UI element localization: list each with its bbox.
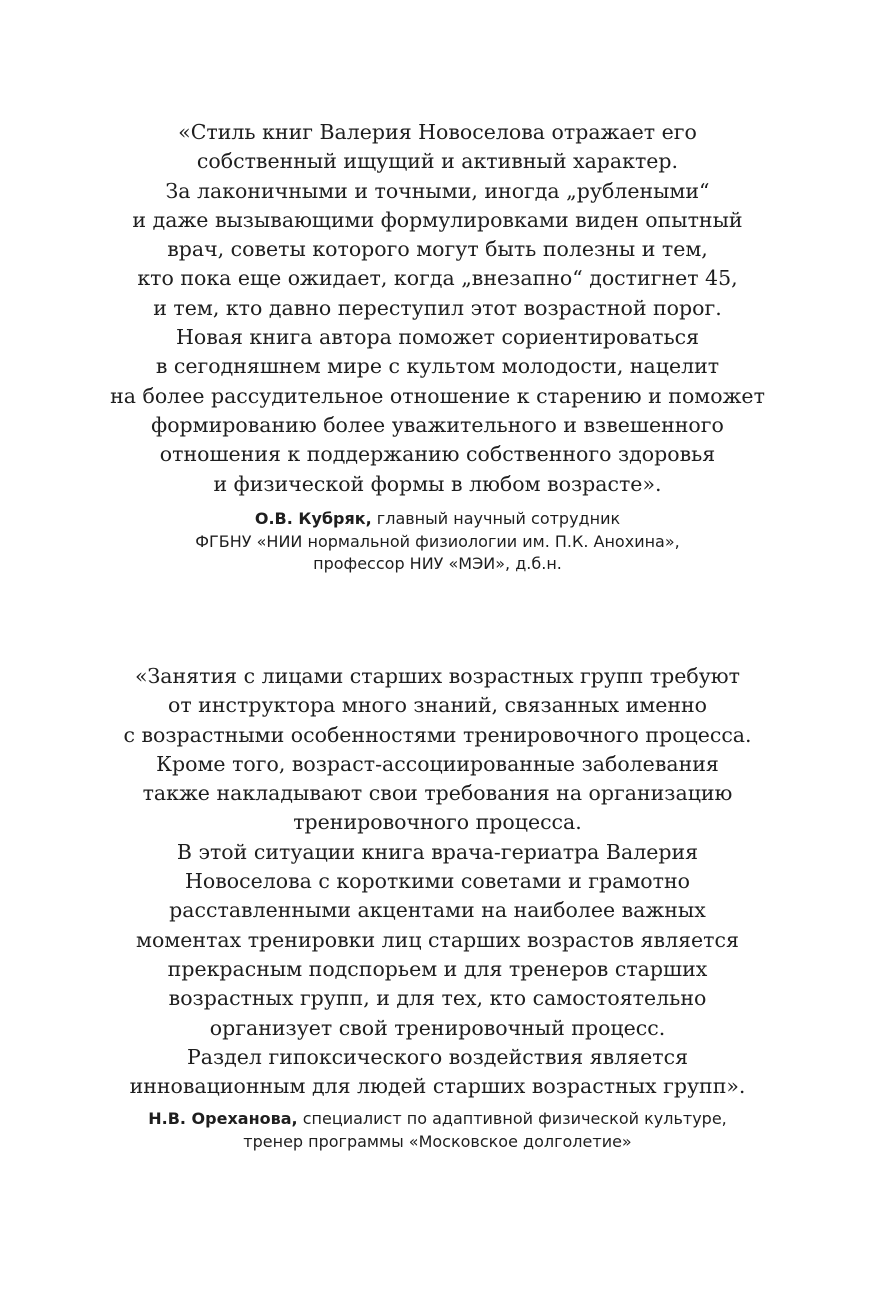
quote-line: формированию более уважительного и взвешенного (151, 412, 724, 437)
quote-line: и даже вызывающими формулировками виден опытный (132, 207, 743, 232)
attribution-line: профессор НИУ «МЭИ», д.б.н. (313, 554, 562, 573)
quote-line: отношения к поддержанию собственного здоровья (159, 442, 716, 467)
author-title: главный научный сотрудник (371, 509, 621, 528)
testimonial-quote (0, 118, 875, 499)
author-name: О.В. Кубряк, (254, 509, 372, 528)
testimonial-attribution (0, 1108, 875, 1153)
quote-line: Раздел гипоксического воздействия является (186, 1044, 689, 1069)
quote-line: Кроме того, возраст-ассоциированные заболевания (156, 751, 719, 776)
quote-line: «Занятия с лицами старших возрастных групп требуют (134, 664, 740, 688)
quote-line: от инструктора много знаний, связанных именно (167, 693, 708, 718)
quote-line: врач, советы которого могут быть полезны и тем, (167, 237, 708, 262)
author-name: Н.В. Ореханова, (148, 1109, 298, 1128)
attribution-line (0, 508, 875, 531)
attribution-line: тренер программы «Московское долголетие» (243, 1131, 632, 1151)
quote-line: Новая книга автора поможет сориентироваться (175, 325, 700, 350)
quote-line: расставленными акцентами на наиболее важных (169, 898, 706, 923)
quote-line: собственный ищущий и активный характер. (196, 149, 679, 174)
quote-line: За лаконичными и точными, иногда „рублеными“ (165, 178, 710, 203)
quote-line: кто пока еще ожидает, когда „внезапно“ достигнет 45, (137, 266, 738, 291)
quote-line: в сегодняшнем мире с культом молодости, нацелит (155, 354, 720, 379)
quote-line: прекрасным подспорьем и для тренеров старших (167, 956, 708, 981)
attribution-line: ФГБНУ «НИИ нормальной физиологии им. П.К. Анохина», (195, 531, 680, 551)
quote-line: организует свой тренировочный процесс. (209, 1015, 666, 1040)
quote-line: на более рассудительное отношение к старению и поможет (110, 383, 765, 408)
testimonial-quote (0, 662, 875, 1101)
quote-line: с возрастными особенностями тренировочного процесса. (123, 722, 752, 747)
quote-line: также накладывают свои требования на организацию (142, 781, 733, 806)
quote-line: инновационным для людей старших возрастных групп». (129, 1074, 746, 1099)
quote-line: В этой ситуации книга врача-гериатра Валерия (176, 839, 699, 864)
quote-line: Новоселова с короткими советами и грамотно (184, 869, 690, 894)
author-title: специалист по адаптивной физической культуре, (297, 1109, 727, 1128)
quote-line: и физической формы в любом возрасте». (213, 471, 662, 496)
testimonial-attribution (0, 508, 875, 576)
quote-line: и тем, кто давно переступил этот возрастной порог. (153, 295, 722, 320)
attribution-line (0, 1108, 875, 1131)
quote-line: возрастных групп, и для тех, кто самостоятельно (168, 986, 707, 1011)
quote-line: «Стиль книг Валерия Новоселова отражает его (178, 120, 697, 144)
quote-line: моментах тренировки лиц старших возрастов является (136, 927, 739, 952)
quote-line: тренировочного процесса. (293, 810, 582, 835)
